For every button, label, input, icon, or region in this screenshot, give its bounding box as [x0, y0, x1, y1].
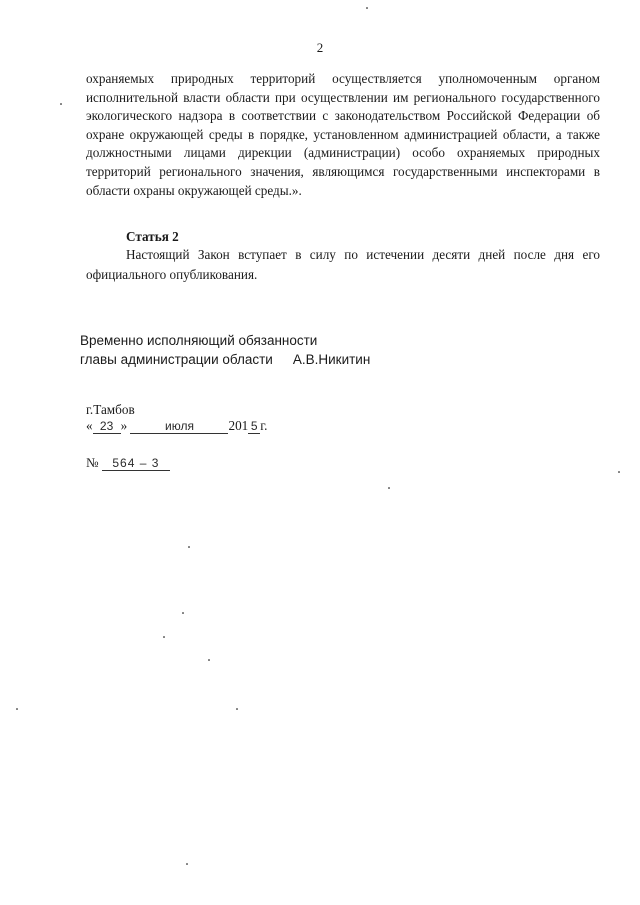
signature-position-line2	[80, 350, 370, 369]
law-number-value: 564 – 3	[102, 456, 170, 471]
scan-speck	[208, 659, 210, 661]
scan-speck	[236, 708, 238, 710]
number-sign: №	[86, 455, 99, 470]
article-title: Статья 2	[126, 229, 179, 244]
scan-speck	[186, 863, 188, 865]
scan-speck	[60, 103, 62, 105]
date-year-prefix: 201	[228, 418, 249, 433]
signing-date	[86, 418, 267, 434]
date-year-suffix: 5	[248, 419, 260, 434]
date-open-quote: «	[86, 418, 93, 433]
page-number: 2	[316, 40, 324, 55]
signature-block	[80, 331, 370, 369]
scan-speck	[388, 487, 390, 489]
date-day: 23	[93, 419, 121, 434]
scan-speck	[182, 612, 184, 614]
signatory-name: А.В.Никитин	[292, 352, 371, 367]
place-of-signing: г.Тамбов	[86, 402, 135, 417]
scan-speck	[188, 546, 190, 548]
scan-speck	[618, 471, 620, 473]
date-close-quote: »	[120, 418, 128, 433]
signature-position-line1: Временно исполняющий обязанности	[80, 333, 318, 348]
scan-speck	[163, 636, 165, 638]
date-year-unit: г.	[260, 418, 268, 433]
law-number	[86, 455, 170, 471]
body-paragraph: охраняемых природных территорий осуществляется уполномоченным органом исполнительной власти области при осуществлении им регионального государственного экологического надзора в соответствии с законодательством Российской Федерации об охране окружающей среды в порядке, установленном администрацией области, а также должностными лицами дирекции (администрации) особо охраняемых природных территорий регионального значения, являющимся государственными инспекторами в области охраны окружающей среды.».	[86, 71, 600, 198]
article-text: Настоящий Закон вступает в силу по истечении десяти дней после дня его официального опубликования.	[86, 247, 600, 282]
date-month: июля	[130, 419, 228, 434]
scan-speck	[16, 708, 18, 710]
signature-position-text: главы администрации области	[80, 352, 273, 367]
scan-speck	[366, 7, 368, 9]
